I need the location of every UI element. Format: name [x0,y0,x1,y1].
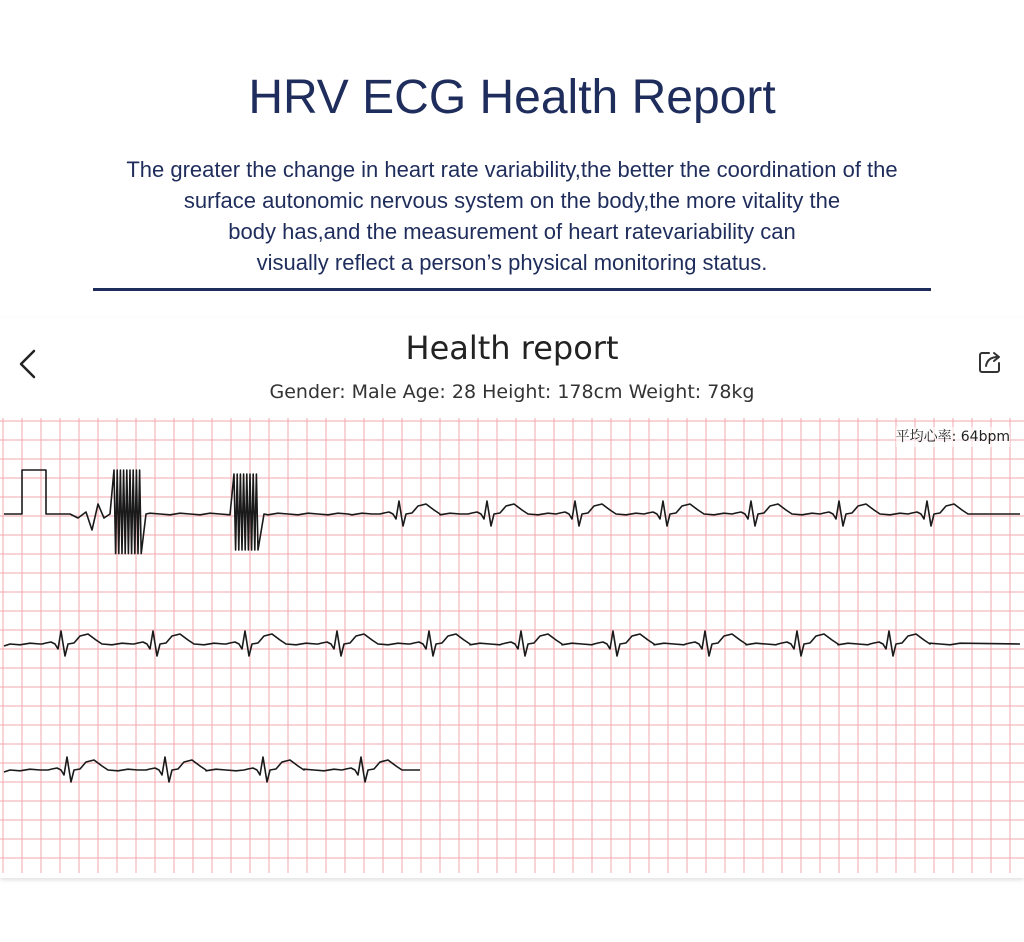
ecg-traces [4,470,1020,782]
user-profile-summary: Gender: Male Age: 28 Height: 178cm Weight: 78kg [269,381,755,403]
banner-divider [93,288,931,291]
banner-description [40,154,984,278]
ecg-grid [0,418,1024,873]
banner-description-line: The greater the change in heart rate variability,the better the coordination of the [126,157,898,182]
banner-description-line: surface autonomic nervous system on the body,the more vitality the [183,188,841,213]
average-heart-rate: 平均心率: 64bpm [895,429,1010,445]
ecg-trace-row-1 [4,470,1020,554]
banner-title: HRV ECG Health Report [248,71,776,124]
share-icon [976,348,1004,376]
share-button[interactable] [976,348,1004,376]
banner-description-line: body has,and the measurement of heart ratevariability can [228,219,796,244]
banner-description-line: visually reflect a person’s physical monitoring status. [256,250,768,275]
ecg-trace-row-2 [4,631,1020,656]
ecg-chart [0,418,1024,873]
page-title: Health report [405,329,619,367]
ecg-chart-canvas [0,418,1024,873]
